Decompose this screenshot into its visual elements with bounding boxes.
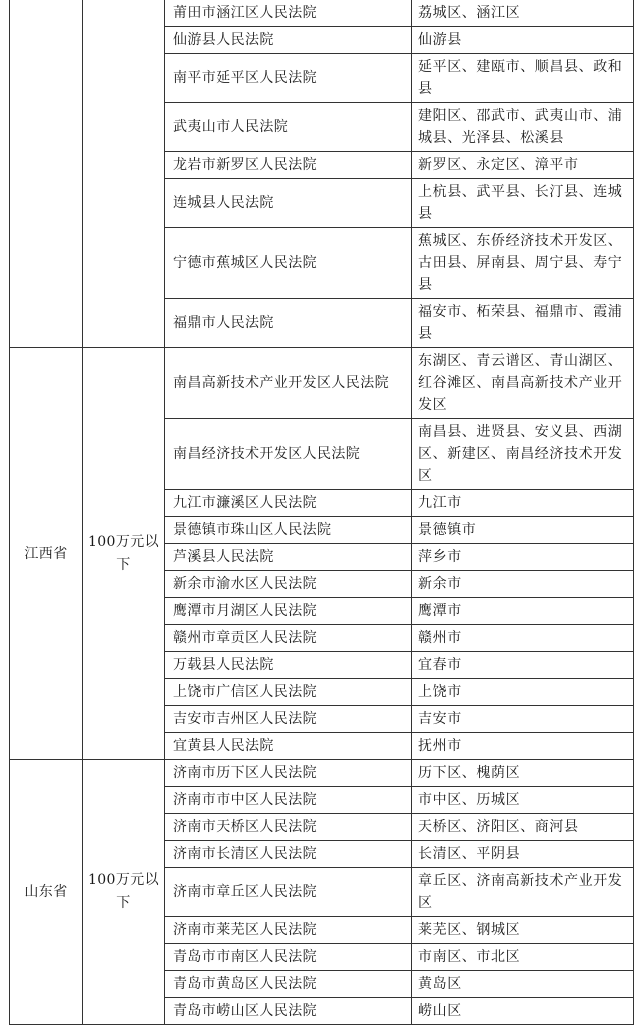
area-cell: 莱芜区、钢城区 bbox=[412, 917, 634, 944]
court-cell: 济南市章丘区人民法院 bbox=[165, 868, 412, 917]
court-cell: 鹰潭市月湖区人民法院 bbox=[165, 598, 412, 625]
area-cell: 宜春市 bbox=[412, 652, 634, 679]
court-cell: 济南市历下区人民法院 bbox=[165, 760, 412, 787]
table-row bbox=[10, 760, 634, 787]
court-cell: 宁德市蕉城区人民法院 bbox=[165, 228, 412, 299]
court-jurisdiction-table bbox=[9, 0, 634, 1025]
table-body bbox=[10, 0, 634, 1025]
area-cell: 长清区、平阴县 bbox=[412, 841, 634, 868]
area-cell: 新罗区、永定区、漳平市 bbox=[412, 152, 634, 179]
court-cell: 宜黄县人民法院 bbox=[165, 733, 412, 760]
area-cell: 市中区、历城区 bbox=[412, 787, 634, 814]
area-cell: 上饶市 bbox=[412, 679, 634, 706]
amount-cell bbox=[83, 0, 165, 348]
province-cell: 江西省 bbox=[10, 348, 83, 760]
area-cell: 景德镇市 bbox=[412, 517, 634, 544]
court-cell: 济南市天桥区人民法院 bbox=[165, 814, 412, 841]
court-cell: 南平市延平区人民法院 bbox=[165, 54, 412, 103]
court-cell: 连城县人民法院 bbox=[165, 179, 412, 228]
court-cell: 青岛市市南区人民法院 bbox=[165, 944, 412, 971]
court-cell: 九江市濂溪区人民法院 bbox=[165, 490, 412, 517]
area-cell: 萍乡市 bbox=[412, 544, 634, 571]
court-cell: 济南市莱芜区人民法院 bbox=[165, 917, 412, 944]
court-cell: 青岛市黄岛区人民法院 bbox=[165, 971, 412, 998]
court-cell: 莆田市涵江区人民法院 bbox=[165, 0, 412, 27]
table-row bbox=[10, 0, 634, 27]
court-cell: 济南市市中区人民法院 bbox=[165, 787, 412, 814]
court-cell: 景德镇市珠山区人民法院 bbox=[165, 517, 412, 544]
province-cell: 山东省 bbox=[10, 760, 83, 1025]
court-cell: 武夷山市人民法院 bbox=[165, 103, 412, 152]
area-cell: 天桥区、济阳区、商河县 bbox=[412, 814, 634, 841]
area-cell: 历下区、槐荫区 bbox=[412, 760, 634, 787]
court-cell: 吉安市吉州区人民法院 bbox=[165, 706, 412, 733]
court-cell: 济南市长清区人民法院 bbox=[165, 841, 412, 868]
area-cell: 黄岛区 bbox=[412, 971, 634, 998]
area-cell: 福安市、柘荣县、福鼎市、霞浦县 bbox=[412, 299, 634, 348]
court-cell: 南昌经济技术开发区人民法院 bbox=[165, 419, 412, 490]
court-cell: 龙岩市新罗区人民法院 bbox=[165, 152, 412, 179]
area-cell: 吉安市 bbox=[412, 706, 634, 733]
court-cell: 青岛市崂山区人民法院 bbox=[165, 998, 412, 1025]
area-cell: 延平区、建瓯市、顺昌县、政和县 bbox=[412, 54, 634, 103]
court-cell: 南昌高新技术产业开发区人民法院 bbox=[165, 348, 412, 419]
province-cell bbox=[10, 0, 83, 348]
amount-cell: 100万元以下 bbox=[83, 760, 165, 1025]
area-cell: 东湖区、青云谱区、青山湖区、红谷滩区、南昌高新技术产业开发区 bbox=[412, 348, 634, 419]
area-cell: 市南区、市北区 bbox=[412, 944, 634, 971]
area-cell: 上杭县、武平县、长汀县、连城县 bbox=[412, 179, 634, 228]
court-cell: 仙游县人民法院 bbox=[165, 27, 412, 54]
court-cell: 新余市渝水区人民法院 bbox=[165, 571, 412, 598]
area-cell: 新余市 bbox=[412, 571, 634, 598]
area-cell: 鹰潭市 bbox=[412, 598, 634, 625]
area-cell: 仙游县 bbox=[412, 27, 634, 54]
court-jurisdiction-document bbox=[9, 0, 633, 1025]
court-cell: 赣州市章贡区人民法院 bbox=[165, 625, 412, 652]
court-cell: 上饶市广信区人民法院 bbox=[165, 679, 412, 706]
table-row bbox=[10, 348, 634, 419]
area-cell: 章丘区、济南高新技术产业开发区 bbox=[412, 868, 634, 917]
area-cell: 赣州市 bbox=[412, 625, 634, 652]
amount-cell: 100万元以下 bbox=[83, 348, 165, 760]
court-cell: 芦溪县人民法院 bbox=[165, 544, 412, 571]
area-cell: 九江市 bbox=[412, 490, 634, 517]
area-cell: 崂山区 bbox=[412, 998, 634, 1025]
area-cell: 蕉城区、东侨经济技术开发区、古田县、屏南县、周宁县、寿宁县 bbox=[412, 228, 634, 299]
area-cell: 抚州市 bbox=[412, 733, 634, 760]
court-cell: 万载县人民法院 bbox=[165, 652, 412, 679]
area-cell: 南昌县、进贤县、安义县、西湖区、新建区、南昌经济技术开发区 bbox=[412, 419, 634, 490]
court-cell: 福鼎市人民法院 bbox=[165, 299, 412, 348]
area-cell: 建阳区、邵武市、武夷山市、浦城县、光泽县、松溪县 bbox=[412, 103, 634, 152]
area-cell: 荔城区、涵江区 bbox=[412, 0, 634, 27]
